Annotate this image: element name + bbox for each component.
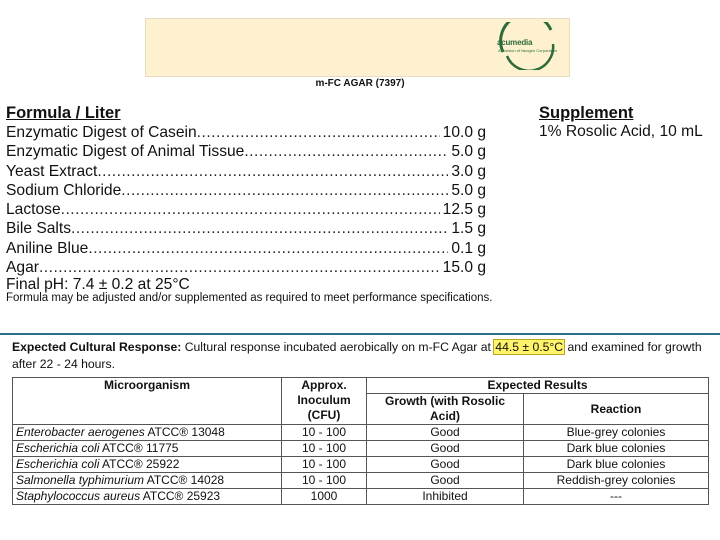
ingredient-name: Enzymatic Digest of Casein: [6, 124, 197, 141]
formula-row: [6, 200, 486, 219]
formula-row: [6, 219, 486, 238]
expected-response-text: Cultural response incubated aerobically on m-FC Agar at: [181, 340, 495, 354]
leader-dots: [97, 162, 448, 181]
growth-cell: Good: [367, 441, 524, 457]
expected-response-text-end: and examined for growth after 22 - 24 hours.: [12, 340, 702, 371]
section-divider: [0, 333, 720, 335]
ingredient-amount: 1.5 g: [451, 220, 486, 238]
leader-dots: [121, 181, 448, 200]
formula-row: [6, 142, 486, 161]
formula-row: [6, 162, 486, 181]
leader-dots: [244, 142, 448, 161]
ingredient-name: Sodium Chloride: [6, 181, 122, 199]
ingredient-amount: 5.0 g: [451, 143, 486, 161]
atcc-number: ATCC® 25923: [140, 489, 221, 503]
ingredient-name: Agar: [6, 259, 39, 277]
table-header-row: [13, 378, 709, 394]
reaction-cell: Reddish-grey colonies: [524, 473, 709, 489]
ingredient-name: Bile Salts: [6, 220, 72, 238]
reaction-cell: ---: [524, 489, 709, 505]
growth-cell: Good: [367, 473, 524, 489]
ingredient-amount: 10.0 g: [442, 124, 486, 141]
organism-name: Escherichia coli: [16, 441, 100, 455]
supplement-heading: Supplement: [539, 104, 634, 122]
ingredient-amount: 12.5 g: [442, 201, 486, 219]
atcc-number: ATCC® 25922: [99, 457, 180, 471]
growth-cell: Good: [367, 457, 524, 473]
product-title: m-FC AGAR (7397): [315, 78, 405, 89]
table-row: [13, 441, 709, 457]
leader-dots: [39, 258, 440, 277]
atcc-number: ATCC® 11775: [99, 441, 179, 455]
organism-cell: [13, 473, 282, 489]
inoculum-cell: 10 - 100: [282, 425, 367, 441]
formula-row: [6, 258, 486, 277]
ingredient-name: Enzymatic Digest of Animal Tissue: [6, 143, 245, 161]
temperature-highlight: 44.5 ± 0.5°C: [495, 340, 564, 354]
ingredient-amount: 15.0 g: [442, 259, 486, 277]
organism-name: Staphylococcus aureus: [16, 489, 141, 503]
leader-dots: [61, 200, 440, 219]
leader-dots: [197, 123, 440, 142]
leader-dots: [88, 239, 448, 258]
table-row: [13, 425, 709, 441]
formula-row: [6, 239, 486, 258]
inoculum-cell: 1000: [282, 489, 367, 505]
col-header-growth: Growth (with Rosolic Acid): [367, 394, 524, 425]
ingredient-name: Yeast Extract: [6, 162, 98, 180]
ingredient-name: Lactose: [6, 201, 61, 219]
logo-name: acumedia: [497, 38, 533, 47]
logo-tagline: A Division of Neogen Corporation: [498, 48, 558, 53]
final-ph: Final pH: 7.4 ± 0.2 at 25°C: [6, 276, 190, 293]
atcc-number: ATCC® 14028: [144, 473, 225, 487]
organism-name: Enterobacter aerogenes: [16, 425, 145, 439]
results-table: [12, 377, 709, 505]
organism-name: Escherichia coli: [16, 457, 100, 471]
inoculum-cell: 10 - 100: [282, 473, 367, 489]
supplement-value: 1% Rosolic Acid, 10 mL: [539, 123, 703, 140]
formula-heading: Formula / Liter: [6, 104, 121, 122]
ingredient-amount: 0.1 g: [451, 239, 486, 257]
expected-response-label: Expected Cultural Response:: [12, 340, 182, 354]
organism-cell: [13, 489, 282, 505]
atcc-number: ATCC® 13048: [144, 425, 225, 439]
organism-cell: [13, 425, 282, 441]
inoculum-cell: 10 - 100: [282, 457, 367, 473]
ingredient-amount: 5.0 g: [451, 181, 486, 199]
table-row: [13, 473, 709, 489]
formula-row: [6, 181, 486, 200]
organism-cell: [13, 441, 282, 457]
inoculum-cell: 10 - 100: [282, 441, 367, 457]
col-header-reaction: Reaction: [524, 394, 709, 425]
col-header-organism: Microorganism: [13, 378, 282, 425]
ingredient-name: Aniline Blue: [6, 239, 89, 257]
organism-cell: [13, 457, 282, 473]
growth-cell: Good: [367, 425, 524, 441]
organism-name: Salmonella typhimurium: [16, 473, 145, 487]
reaction-cell: Dark blue colonies: [524, 441, 709, 457]
expected-response-paragraph: [12, 339, 712, 372]
col-header-inoculum: Approx. Inoculum (CFU): [282, 378, 367, 425]
formula-note: Formula may be adjusted and/or supplemented as required to meet performance specifications.: [6, 292, 493, 304]
leader-dots: [71, 219, 448, 238]
col-header-expected: Expected Results: [367, 378, 709, 394]
table-row: [13, 457, 709, 473]
ingredient-amount: 3.0 g: [451, 162, 486, 180]
growth-cell: Inhibited: [367, 489, 524, 505]
formula-list: [6, 123, 486, 277]
table-row: [13, 489, 709, 505]
reaction-cell: Dark blue colonies: [524, 457, 709, 473]
formula-row: [6, 123, 486, 142]
reaction-cell: Blue-grey colonies: [524, 425, 709, 441]
